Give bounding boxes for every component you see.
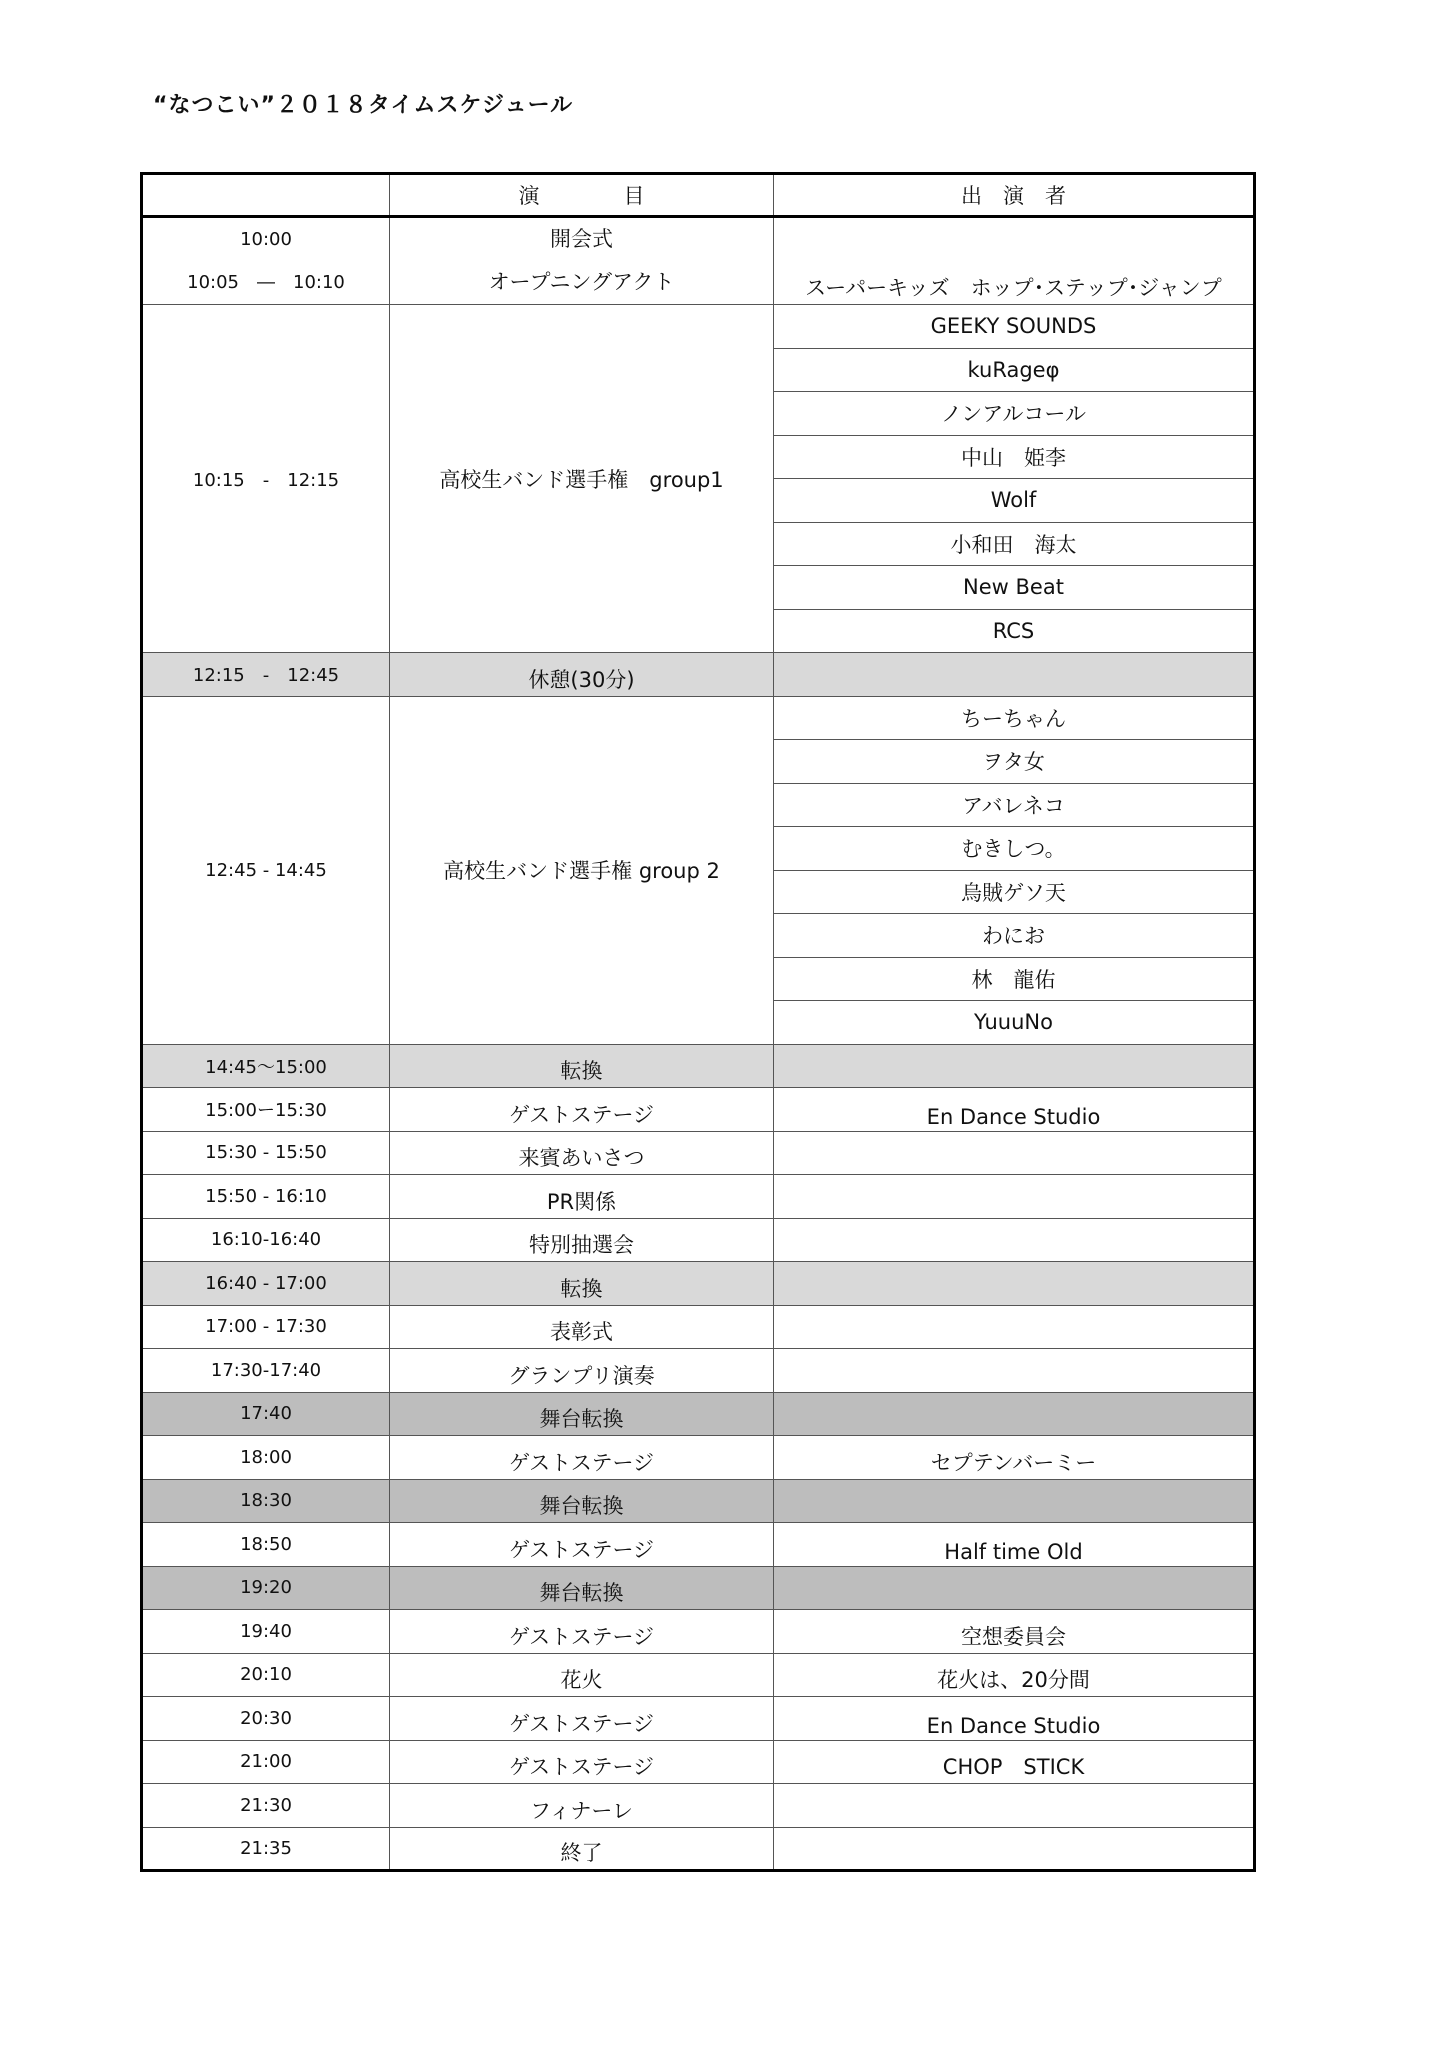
- schedule-row: [142, 1697, 1255, 1741]
- page-title: “なつこい”２０１８タイムスケジュール: [153, 93, 574, 118]
- schedule-row-time: 21:35: [142, 1827, 390, 1871]
- schedule-row-performer: 花火は、20分間: [774, 1653, 1255, 1697]
- schedule-row-program: 転換: [390, 1044, 774, 1088]
- schedule-row-performer: [774, 1827, 1255, 1871]
- schedule-row-program: グランプリ演奏: [390, 1349, 774, 1393]
- schedule-row: [142, 1479, 1255, 1523]
- opening-program-2: オープニングアクト: [488, 270, 675, 294]
- schedule-row-performer: [774, 1262, 1255, 1306]
- schedule-row-time: 19:20: [142, 1566, 390, 1610]
- header-performer: 出 演 者: [774, 174, 1255, 217]
- schedule-row-program: 花火: [390, 1653, 774, 1697]
- break-row: [142, 653, 1255, 697]
- schedule-row-program: ゲストステージ: [390, 1088, 774, 1132]
- schedule-row-time: 15:00ー15:30: [142, 1088, 390, 1132]
- schedule-row-time: 16:10-16:40: [142, 1218, 390, 1262]
- schedule-row-time: 16:40 - 17:00: [142, 1262, 390, 1306]
- schedule-row-performer: [774, 1479, 1255, 1523]
- schedule-row-time: 20:10: [142, 1653, 390, 1697]
- schedule-row: [142, 1088, 1255, 1132]
- schedule-row-program: 特別抽選会: [390, 1218, 774, 1262]
- schedule-row: [142, 1305, 1255, 1349]
- schedule-row: [142, 1566, 1255, 1610]
- schedule-row-program: 来賓あいさつ: [390, 1131, 774, 1175]
- group2-band: アバレネコ: [774, 783, 1255, 827]
- schedule-row: [142, 1653, 1255, 1697]
- schedule-row: [142, 1610, 1255, 1654]
- group1-band: kuRageφ: [774, 348, 1255, 392]
- schedule-row-program: ゲストステージ: [390, 1610, 774, 1654]
- schedule-row-performer: [774, 1349, 1255, 1393]
- opening-time-1: 10:00: [240, 229, 292, 250]
- group2-band: むきしつ。: [774, 827, 1255, 871]
- break-row-program: 休憩(30分): [390, 653, 774, 697]
- schedule-row-time: 17:30-17:40: [142, 1349, 390, 1393]
- schedule-row-performer: [774, 1044, 1255, 1088]
- schedule-row-performer: [774, 1566, 1255, 1610]
- schedule-row-program: PR関係: [390, 1175, 774, 1219]
- schedule-row-program: 表彰式: [390, 1305, 774, 1349]
- group1-row: [142, 305, 1255, 349]
- schedule-row-program: 舞台転換: [390, 1392, 774, 1436]
- opening-time-2: 10:05 ― 10:10: [187, 272, 345, 293]
- schedule-row-program: ゲストステージ: [390, 1436, 774, 1480]
- header-row: [142, 174, 1255, 217]
- schedule-row-time: 17:00 - 17:30: [142, 1305, 390, 1349]
- group2-band: ヲタ女: [774, 740, 1255, 784]
- schedule-row-time: 17:40: [142, 1392, 390, 1436]
- schedule-row-performer: [774, 1131, 1255, 1175]
- opening-program-1: 開会式: [550, 227, 613, 251]
- schedule-row-performer: En Dance Studio: [774, 1697, 1255, 1741]
- group2-band: 林 龍佑: [774, 957, 1255, 1001]
- group2-band: YuuuNo: [774, 1001, 1255, 1045]
- schedule-row-performer: [774, 1392, 1255, 1436]
- group1-band: New Beat: [774, 566, 1255, 610]
- schedule-row-performer: Half time Old: [774, 1523, 1255, 1567]
- schedule-row-time: 18:50: [142, 1523, 390, 1567]
- schedule-row-time: 14:45〜15:00: [142, 1044, 390, 1088]
- opening-program: [390, 217, 774, 305]
- schedule-row-performer: [774, 1305, 1255, 1349]
- group1-band: Wolf: [774, 479, 1255, 523]
- schedule-row: [142, 1131, 1255, 1175]
- opening-row: [142, 217, 1255, 305]
- schedule-row: [142, 1349, 1255, 1393]
- group2-program: 高校生バンド選手権 group 2: [390, 696, 774, 1044]
- schedule-row-time: 15:30 - 15:50: [142, 1131, 390, 1175]
- schedule-row: [142, 1218, 1255, 1262]
- schedule-row-program: 転換: [390, 1262, 774, 1306]
- opening-performer: スーパーキッズ ホップ･ステップ･ジャンプ: [774, 217, 1255, 305]
- group1-band: 小和田 海太: [774, 522, 1255, 566]
- schedule-row-program: 舞台転換: [390, 1479, 774, 1523]
- group2-band: 烏賊ゲソ天: [774, 870, 1255, 914]
- schedule-row: [142, 1044, 1255, 1088]
- schedule-row-program: 舞台転換: [390, 1566, 774, 1610]
- schedule-row-program: フィナーレ: [390, 1784, 774, 1828]
- schedule-row: [142, 1392, 1255, 1436]
- schedule-row: [142, 1262, 1255, 1306]
- schedule-row: [142, 1740, 1255, 1784]
- header-time: [142, 174, 390, 217]
- opening-time: [142, 217, 390, 305]
- group2-band: わにお: [774, 914, 1255, 958]
- schedule-row: [142, 1436, 1255, 1480]
- schedule-row: [142, 1523, 1255, 1567]
- schedule-row-performer: 空想委員会: [774, 1610, 1255, 1654]
- group1-program: 高校生バンド選手権 group1: [390, 305, 774, 653]
- schedule-row-program: 終了: [390, 1827, 774, 1871]
- break-row-performer: [774, 653, 1255, 697]
- group2-row: [142, 696, 1255, 740]
- schedule-row-time: 20:30: [142, 1697, 390, 1741]
- group1-band: ノンアルコール: [774, 392, 1255, 436]
- schedule-row-program: ゲストステージ: [390, 1697, 774, 1741]
- group2-band: ちーちゃん: [774, 696, 1255, 740]
- schedule-row-performer: セプテンバーミー: [774, 1436, 1255, 1480]
- schedule-row-performer: [774, 1175, 1255, 1219]
- header-program: 演 目: [390, 174, 774, 217]
- schedule-row-performer: En Dance Studio: [774, 1088, 1255, 1132]
- group1-band: GEEKY SOUNDS: [774, 305, 1255, 349]
- schedule-table: [140, 172, 1256, 1872]
- schedule-row-time: 15:50 - 16:10: [142, 1175, 390, 1219]
- schedule-row-program: ゲストステージ: [390, 1523, 774, 1567]
- schedule-row: [142, 1827, 1255, 1871]
- schedule-row: [142, 1175, 1255, 1219]
- schedule-row-time: 18:00: [142, 1436, 390, 1480]
- schedule-row-performer: CHOP STICK: [774, 1740, 1255, 1784]
- schedule-row-time: 21:30: [142, 1784, 390, 1828]
- schedule-row-program: ゲストステージ: [390, 1740, 774, 1784]
- group1-band: RCS: [774, 609, 1255, 653]
- group1-time: 10:15 - 12:15: [142, 305, 390, 653]
- schedule-row-time: 21:00: [142, 1740, 390, 1784]
- group2-time: 12:45 - 14:45: [142, 696, 390, 1044]
- schedule-row-time: 18:30: [142, 1479, 390, 1523]
- schedule-row-performer: [774, 1218, 1255, 1262]
- break-row-time: 12:15 - 12:45: [142, 653, 390, 697]
- schedule-row-performer: [774, 1784, 1255, 1828]
- schedule-row: [142, 1784, 1255, 1828]
- group1-band: 中山 姫李: [774, 435, 1255, 479]
- schedule-row-time: 19:40: [142, 1610, 390, 1654]
